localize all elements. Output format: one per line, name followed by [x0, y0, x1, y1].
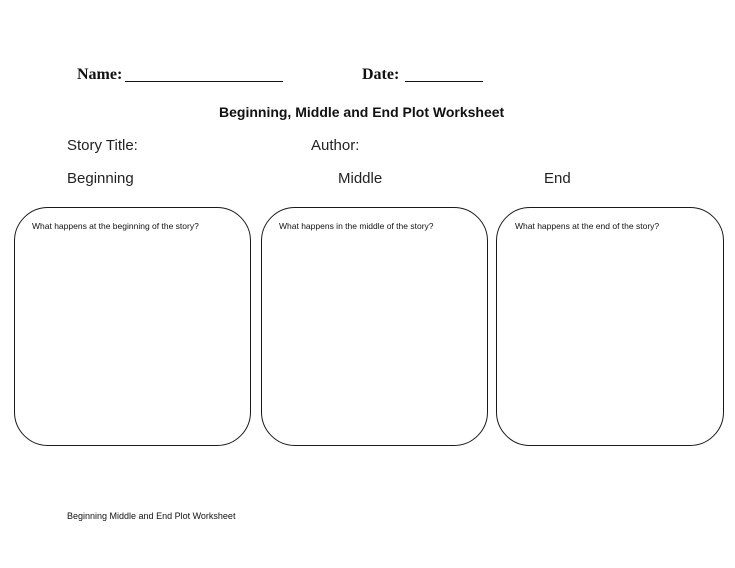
author-label: Author:	[311, 137, 360, 154]
page-title: Beginning, Middle and End Plot Worksheet	[219, 104, 505, 120]
end-heading: End	[544, 170, 571, 187]
end-prompt: What happens at the end of the story?	[515, 221, 660, 231]
name-label: Name:	[77, 66, 123, 83]
beginning-heading: Beginning	[67, 170, 134, 187]
middle-box[interactable]	[261, 207, 488, 446]
footer-text: Beginning Middle and End Plot Worksheet	[67, 511, 236, 521]
story-title-label: Story Title:	[67, 137, 138, 154]
beginning-box[interactable]	[14, 207, 251, 446]
middle-heading: Middle	[338, 170, 383, 187]
date-field[interactable]	[405, 81, 483, 82]
date-label: Date:	[362, 66, 400, 83]
middle-prompt: What happens in the middle of the story?	[279, 221, 434, 231]
beginning-prompt: What happens at the beginning of the story?	[32, 221, 199, 231]
end-box[interactable]	[496, 207, 724, 446]
name-field[interactable]	[125, 81, 283, 82]
